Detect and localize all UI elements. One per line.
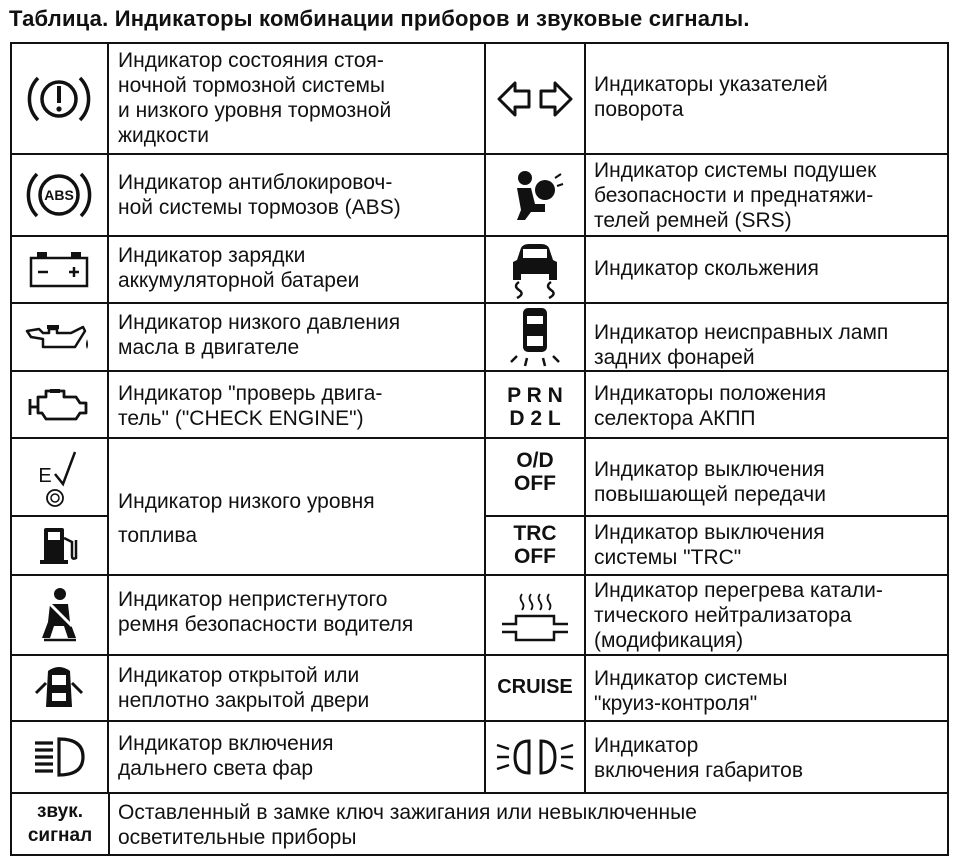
parking-lights-icon bbox=[488, 728, 582, 786]
overdrive-off-code: O/D OFF bbox=[514, 449, 556, 495]
sound-signal-code: звук. сигнал bbox=[27, 801, 93, 846]
turn-signal-icon bbox=[488, 70, 582, 128]
battery-icon bbox=[18, 242, 100, 296]
overdrive-off-text: Индикатор выключения повышающей передачи bbox=[594, 458, 826, 506]
fuel-pump-icon bbox=[18, 518, 100, 572]
high-beam-text: Индикатор включения дальнего света фар bbox=[118, 732, 334, 780]
check-engine-text: Индикатор "проверь двига- тель" ("CHECK ENGINE") bbox=[118, 382, 383, 430]
door-open-icon bbox=[18, 660, 100, 716]
tail-lamp-text: Индикатор неисправных ламп задних фонарей bbox=[594, 321, 889, 369]
cruise-text: Индикатор системы "круиз-контроля" bbox=[594, 667, 788, 715]
trc-off-text: Индикатор выключения системы "TRC" bbox=[594, 521, 825, 569]
turn-signal-text: Индикаторы указателей поворота bbox=[594, 73, 828, 121]
svg-text:E: E bbox=[38, 465, 52, 487]
parking-lights-text: Индикатор включения габаритов bbox=[594, 734, 804, 782]
seatbelt-text: Индикатор непристегнутого ремня безопасности водителя bbox=[118, 588, 414, 636]
svg-text:ABS: ABS bbox=[44, 187, 74, 203]
tail-lamp-icon bbox=[488, 304, 582, 370]
abs-text: Индикатор антиблокировоч- ной системы тормозов (ABS) bbox=[118, 171, 401, 219]
brake-warning-icon bbox=[18, 70, 100, 128]
check-engine-icon bbox=[18, 378, 100, 432]
fuel-gauge-icon bbox=[18, 440, 100, 514]
gear-selector-text: Индикаторы положения селектора АКПП bbox=[594, 382, 827, 430]
cruise-code: CRUISE bbox=[497, 676, 573, 698]
high-beam-icon bbox=[18, 728, 100, 786]
page-title: Таблица. Индикаторы комбинации приборов и звуковые сигналы. bbox=[9, 6, 750, 31]
airbag-text: Индикатор системы подушек безопасности и преднатяжи- телей ремней (SRS) bbox=[594, 159, 877, 232]
door-open-text: Индикатор открытой или неплотно закрытой двери bbox=[118, 664, 370, 712]
gear-selector-code: P R N D 2 L bbox=[507, 384, 563, 430]
brake-warning-text: Индикатор состояния стоя- ночной тормозной системы и низкого уровня тормозной жидкости bbox=[118, 49, 392, 147]
slip-text: Индикатор скольжения bbox=[594, 257, 819, 280]
abs-icon bbox=[18, 165, 100, 225]
oil-pressure-icon bbox=[18, 310, 100, 364]
catalyst-overheat-text: Индикатор перегрева катали- тического нейтрализатора (модификация) bbox=[594, 579, 883, 652]
seatbelt-icon bbox=[18, 582, 100, 648]
oil-pressure-text: Индикатор низкого давления масла в двигателе bbox=[118, 311, 401, 359]
battery-text: Индикатор зарядки аккумуляторной батареи bbox=[118, 244, 360, 292]
fuel-level-text: Индикатор низкого уровня топлива bbox=[118, 490, 375, 547]
airbag-icon bbox=[488, 162, 582, 230]
catalyst-overheat-icon bbox=[488, 584, 582, 648]
sound-signal-text: Оставленный в замке ключ зажигания или невыключенные осветительные приборы bbox=[118, 801, 697, 849]
slip-icon bbox=[488, 238, 582, 300]
trc-off-code: TRC OFF bbox=[513, 522, 557, 568]
